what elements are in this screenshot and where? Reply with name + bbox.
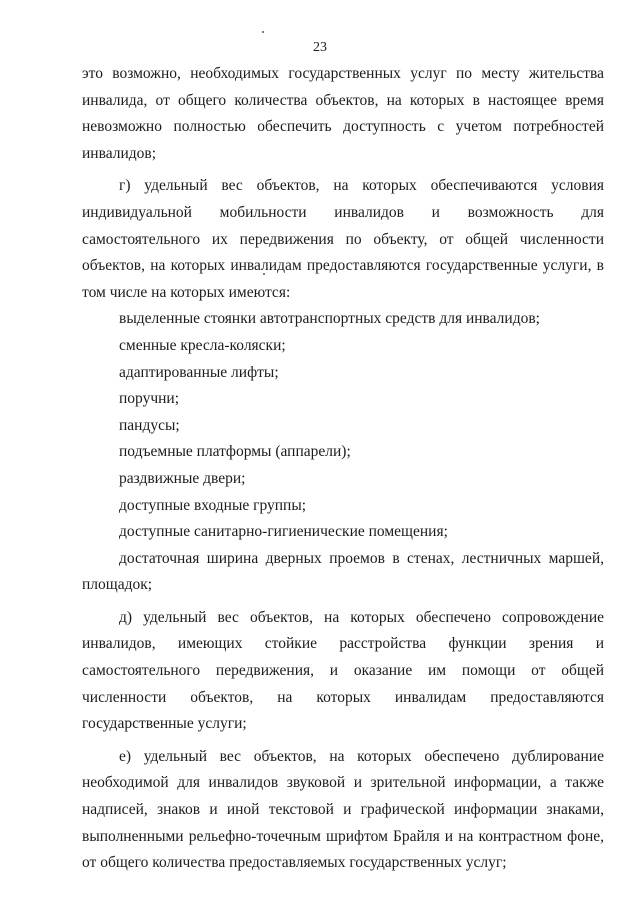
list-item-parking: выделенные стоянки автотранспортных средств для инвалидов;	[119, 310, 540, 328]
paragraph-item-e: е) удельный вес объектов, на которых обеспечено дублирование необходимой для инвалидов звуковой и зрительной информации, а также надписей, знаков и иной текстовой и графической информации знаками, выполненными рельефно-точечным шрифтом Брайля и на контрастном фоне, от общего количества предоставляемых государственных услуг;	[82, 747, 604, 872]
list-item-sliding-doors: раздвижные двери;	[119, 469, 246, 487]
scan-speck	[262, 31, 264, 33]
paragraph-item-d: д) удельный вес объектов, на которых обеспечено сопровождение инвалидов, имеющих стойкие расстройства функции зрения и самостоятельного передвижения, и оказание им помощи от общей численности объектов, на которых инвалидам предоставляются государственные услуги;	[82, 608, 604, 733]
list-item-door-width: достаточная ширина дверных проемов в стенах, лестничных маршей, площадок;	[82, 549, 604, 594]
paragraph-continuation: это возможно, необходимых государственных услуг по месту жительства инвалида, от общего количества объектов, на которых в настоящее время невозможно полностью обеспечить доступность с учетом потребностей инвалидов;	[82, 65, 604, 162]
list-item-sanitary-rooms: доступные санитарно-гигиенические помещения;	[119, 523, 448, 541]
list-item-wheelchairs: сменные кресла-коляски;	[119, 336, 286, 354]
document-body	[82, 61, 604, 877]
page-number: 23	[313, 40, 327, 55]
list-item-ramps: пандусы;	[119, 416, 180, 434]
list-item-platforms: подъемные платформы (аппарели);	[119, 443, 351, 461]
list-item-handrails: поручни;	[119, 390, 180, 408]
list-item-entrance-groups: доступные входные группы;	[119, 496, 307, 514]
paragraph-item-g: г) удельный вес объектов, на которых обеспечиваются условия индивидуальной мобильности инвалидов и возможность для самостоятельного их передвижения по объекту, от общей численности объектов, на которых инвалидам предоставляются государственные услуги, в том числе на которых имеются:	[82, 177, 604, 301]
list-item-lifts: адаптированные лифты;	[119, 363, 279, 381]
